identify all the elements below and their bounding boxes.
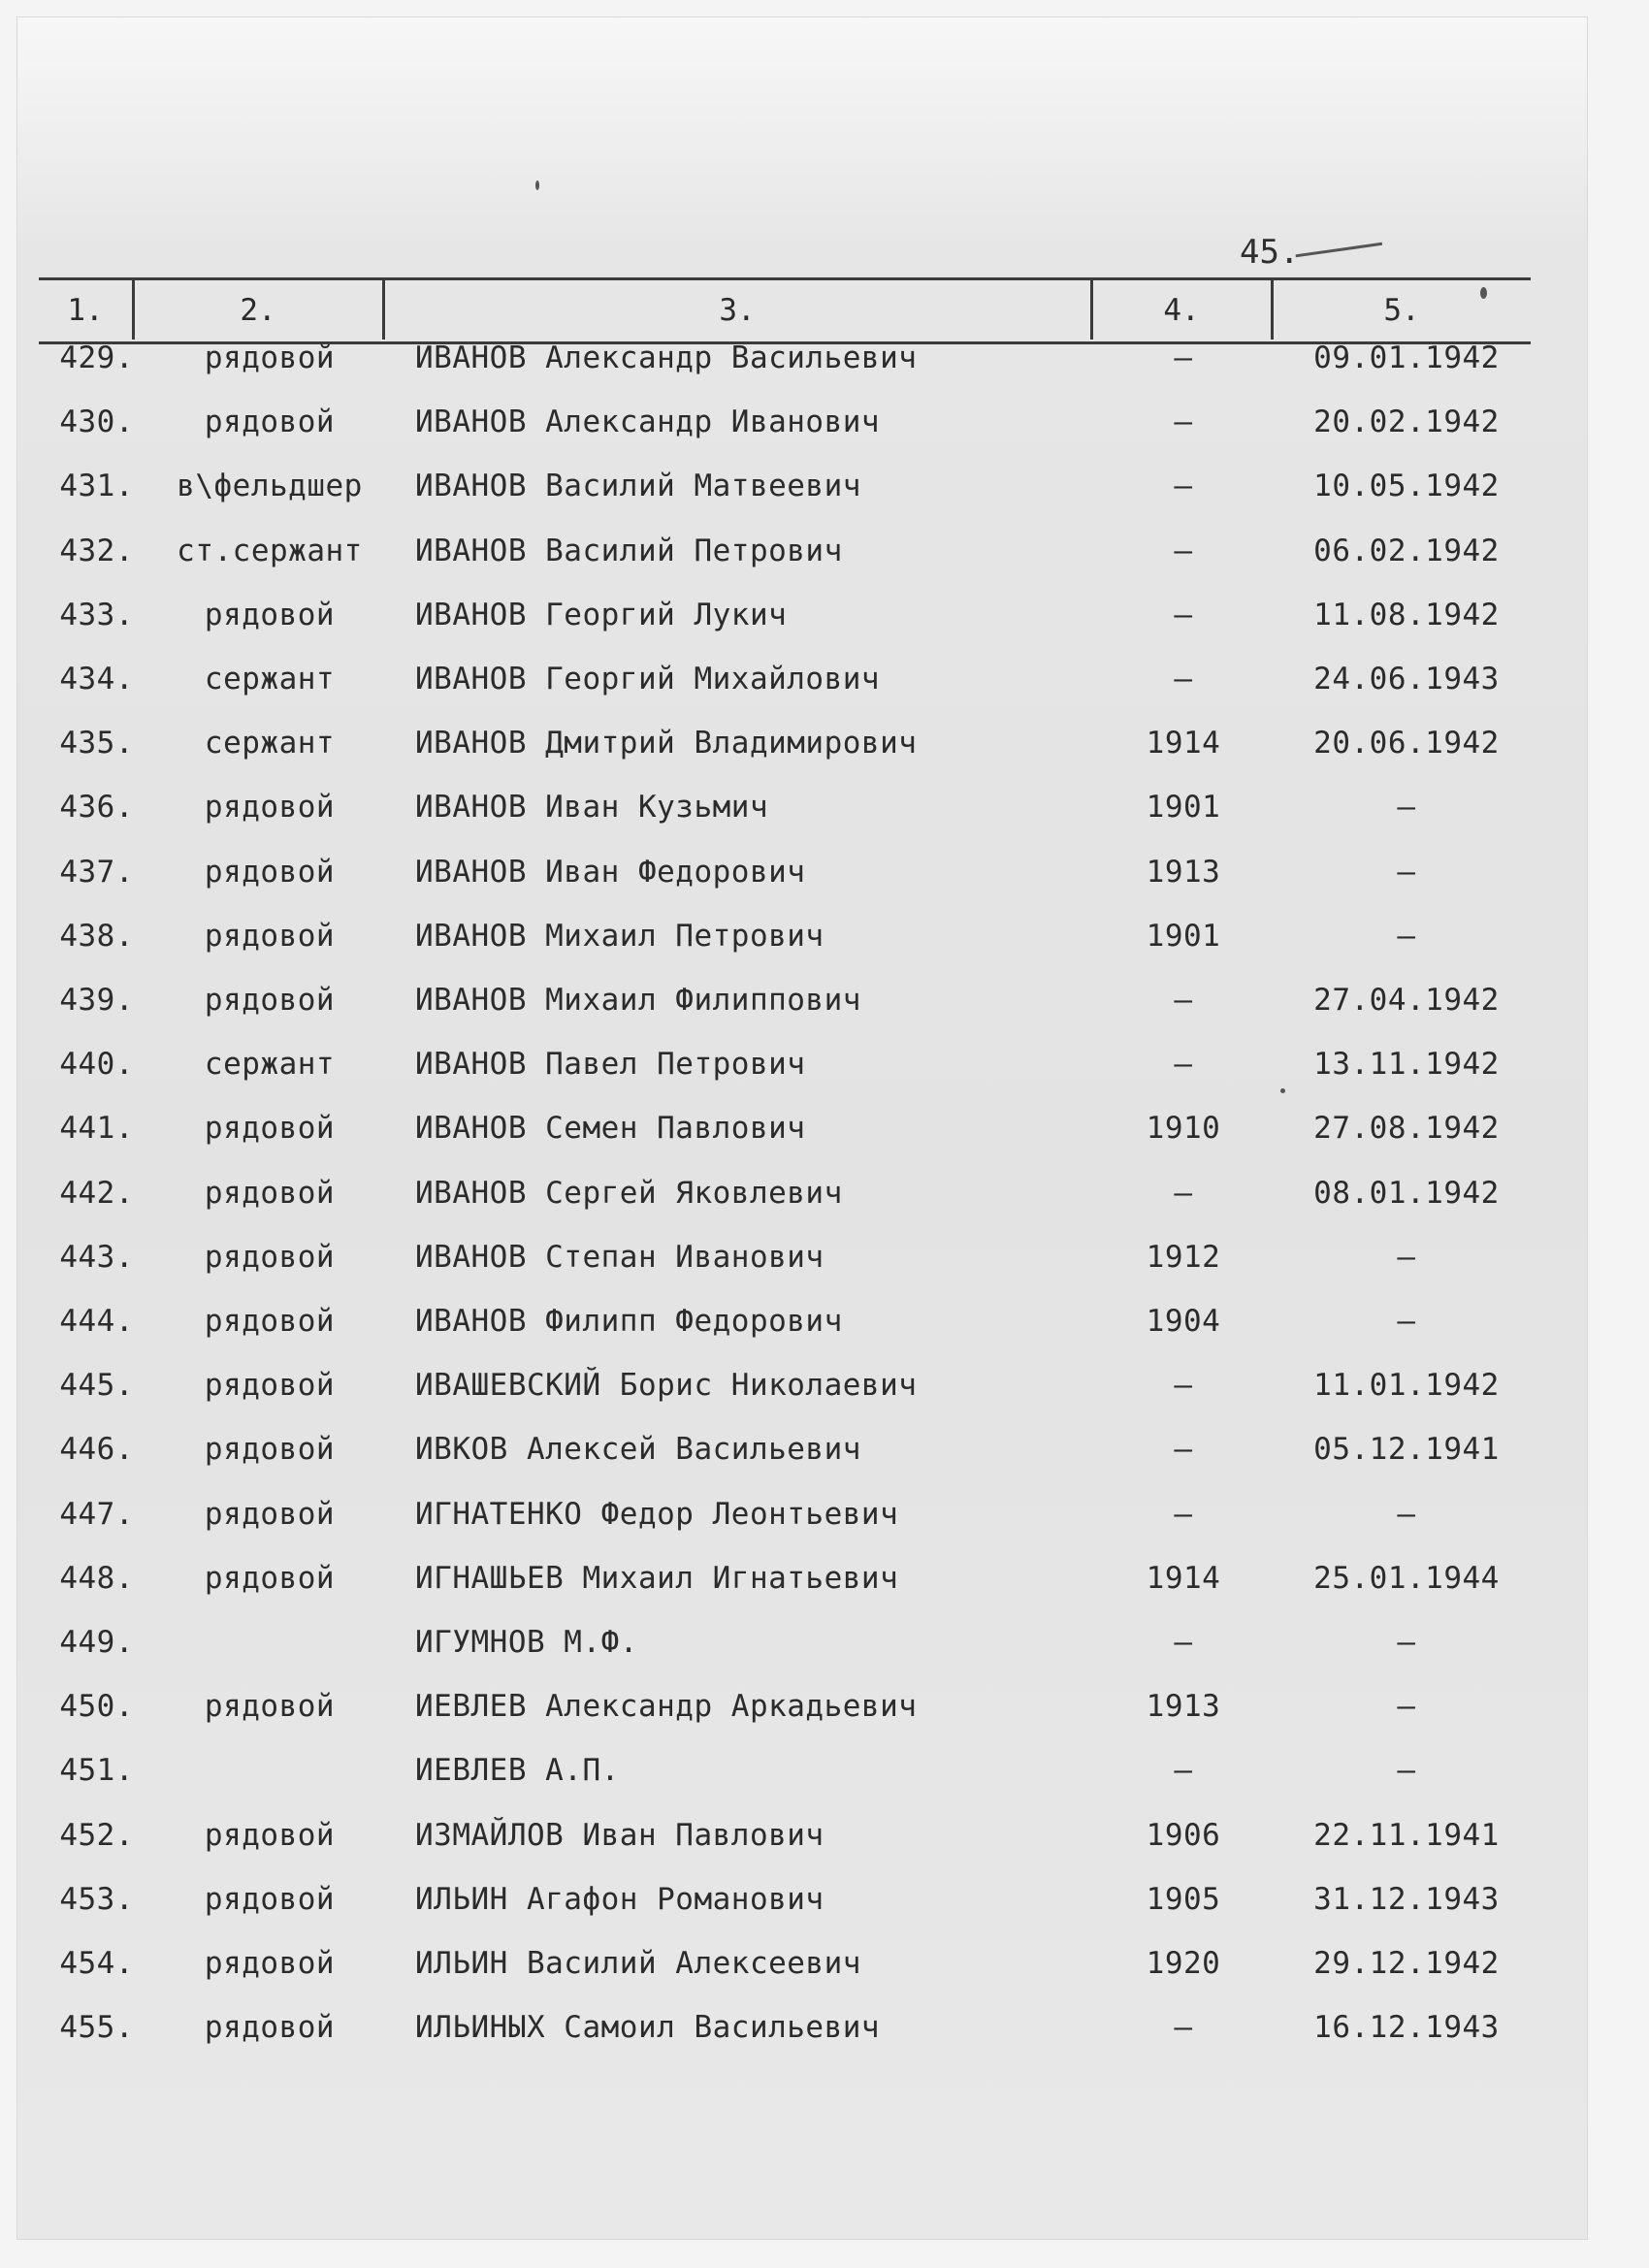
row-name: ИВАНОВ Степан Иванович — [415, 1239, 824, 1275]
table-row — [0, 1482, 1649, 1546]
row-date: 29.12.1942 — [1313, 1946, 1500, 1981]
row-number: 447. — [59, 1496, 134, 1532]
row-number: 437. — [59, 854, 134, 890]
row-date: – — [1397, 1689, 1416, 1725]
row-number: 453. — [59, 1881, 134, 1917]
row-date: 27.08.1942 — [1313, 1111, 1500, 1147]
table-row — [0, 1289, 1649, 1353]
row-number: 435. — [59, 726, 134, 761]
row-name: ИВАНОВ Дмитрий Владимирович — [415, 726, 918, 761]
table-row — [0, 1738, 1649, 1802]
row-number: 440. — [59, 1047, 134, 1083]
row-rank: рядовой — [204, 1946, 336, 1981]
pen-stroke — [1296, 243, 1384, 267]
row-number: 449. — [59, 1625, 134, 1660]
row-number: 446. — [59, 1432, 134, 1468]
row-number: 430. — [59, 405, 134, 440]
row-birth-year: – — [1174, 1753, 1193, 1789]
row-rank: сержант — [204, 662, 336, 697]
table-row — [0, 1674, 1649, 1738]
column-header-1: 1. — [67, 293, 104, 328]
row-rank: рядовой — [204, 918, 336, 954]
row-date: – — [1397, 1496, 1416, 1532]
table-row — [0, 904, 1649, 968]
row-birth-year: – — [1174, 533, 1193, 568]
row-birth-year: – — [1174, 1047, 1193, 1083]
row-date: 31.12.1943 — [1313, 1881, 1500, 1917]
row-date: 25.01.1944 — [1313, 1560, 1500, 1596]
row-date: 09.01.1942 — [1313, 340, 1500, 375]
table-row — [0, 519, 1649, 583]
row-name: ИВАШЕВСКИЙ Борис Николаевич — [415, 1368, 918, 1404]
row-birth-year: 1913 — [1146, 854, 1221, 890]
row-name: ИВАНОВ Александр Васильевич — [415, 340, 918, 375]
row-birth-year: 1901 — [1146, 918, 1221, 954]
row-number: 443. — [59, 1239, 134, 1275]
table-row — [0, 1867, 1649, 1931]
row-date: 27.04.1942 — [1313, 983, 1500, 1018]
row-rank: рядовой — [204, 854, 336, 890]
row-birth-year: 1914 — [1146, 726, 1221, 761]
row-name: ИВАНОВ Александр Иванович — [415, 405, 881, 440]
row-number: 432. — [59, 533, 134, 568]
row-name: ИГНАШЬЕВ Михаил Игнатьевич — [415, 1560, 899, 1596]
row-rank: рядовой — [204, 1304, 336, 1339]
row-rank: рядовой — [204, 1560, 336, 1596]
column-header-4: 4. — [1163, 293, 1200, 328]
table-row — [0, 1032, 1649, 1096]
row-number: 436. — [59, 790, 134, 826]
row-date: – — [1397, 918, 1416, 954]
row-number: 429. — [59, 340, 134, 375]
row-name: ИЛЬИН Василий Алексеевич — [415, 1946, 861, 1981]
row-birth-year: – — [1174, 340, 1193, 375]
row-number: 442. — [59, 1175, 134, 1211]
row-date: 22.11.1941 — [1313, 1817, 1500, 1853]
row-date: 20.06.1942 — [1313, 726, 1500, 761]
row-birth-year: 1904 — [1146, 1304, 1221, 1339]
table-row — [0, 968, 1649, 1032]
row-rank: рядовой — [204, 1817, 336, 1853]
row-number: 431. — [59, 469, 134, 504]
row-number: 454. — [59, 1946, 134, 1981]
row-number: 450. — [59, 1689, 134, 1725]
row-rank: рядовой — [204, 1175, 336, 1211]
row-date: 06.02.1942 — [1313, 533, 1500, 568]
row-number: 445. — [59, 1368, 134, 1404]
row-birth-year: 1913 — [1146, 1689, 1221, 1725]
table-row — [0, 454, 1649, 518]
table-row — [0, 1353, 1649, 1417]
row-number: 448. — [59, 1560, 134, 1596]
row-name: ИЕВЛЕВ А.П. — [415, 1753, 620, 1789]
row-number: 434. — [59, 662, 134, 697]
row-date: 05.12.1941 — [1313, 1432, 1500, 1468]
row-birth-year: 1905 — [1146, 1881, 1221, 1917]
row-number: 451. — [59, 1753, 134, 1789]
row-date: 08.01.1942 — [1313, 1175, 1500, 1211]
row-name: ИВАНОВ Василий Петрович — [415, 533, 843, 568]
row-name: ИГУМНОВ М.Ф. — [415, 1625, 638, 1660]
row-rank: сержант — [204, 726, 336, 761]
row-name: ИВКОВ Алексей Васильевич — [415, 1432, 861, 1468]
row-birth-year: – — [1174, 1175, 1193, 1211]
ink-spot — [1480, 287, 1487, 299]
row-rank: рядовой — [204, 1239, 336, 1275]
ink-spot — [535, 180, 539, 190]
row-date: 11.08.1942 — [1313, 597, 1500, 632]
row-birth-year: – — [1174, 2010, 1193, 2046]
header-rule-top — [39, 277, 1531, 280]
row-number: 452. — [59, 1817, 134, 1853]
row-rank: ст.сержант — [177, 533, 363, 568]
row-date: – — [1397, 1304, 1416, 1339]
row-date: – — [1397, 790, 1416, 826]
table-row — [0, 1417, 1649, 1481]
table-row — [0, 1995, 1649, 2059]
row-birth-year: – — [1174, 1625, 1193, 1660]
table-row — [0, 390, 1649, 454]
row-rank: сержант — [204, 1047, 336, 1083]
row-number: 433. — [59, 597, 134, 632]
row-name: ИЕВЛЕВ Александр Аркадьевич — [415, 1689, 918, 1725]
row-name: ИВАНОВ Филипп Федорович — [415, 1304, 843, 1339]
row-rank: в\фельдшер — [177, 469, 363, 504]
row-birth-year: 1920 — [1146, 1946, 1221, 1981]
row-date: 16.12.1943 — [1313, 2010, 1500, 2046]
table-row — [0, 775, 1649, 839]
row-date: – — [1397, 854, 1416, 890]
table-row — [0, 1225, 1649, 1289]
row-date: 11.01.1942 — [1313, 1368, 1500, 1404]
row-rank: рядовой — [204, 1496, 336, 1532]
row-name: ИВАНОВ Георгий Лукич — [415, 597, 788, 632]
table-row — [0, 583, 1649, 647]
table-row — [0, 840, 1649, 904]
row-name: ИГНАТЕНКО Федор Леонтьевич — [415, 1496, 899, 1532]
row-birth-year: 1912 — [1146, 1239, 1221, 1275]
row-birth-year: 1906 — [1146, 1817, 1221, 1853]
row-date: 13.11.1942 — [1313, 1047, 1500, 1083]
table-row — [0, 711, 1649, 775]
row-rank: рядовой — [204, 2010, 336, 2046]
row-name: ИВАНОВ Иван Кузьмич — [415, 790, 769, 826]
table-row — [0, 326, 1649, 390]
row-number: 438. — [59, 918, 134, 954]
row-date: – — [1397, 1753, 1416, 1789]
row-birth-year: 1910 — [1146, 1111, 1221, 1147]
row-rank: рядовой — [204, 405, 336, 440]
row-birth-year: – — [1174, 983, 1193, 1018]
page-number: 45. — [1240, 233, 1300, 272]
row-rank: рядовой — [204, 1432, 336, 1468]
row-rank: рядовой — [204, 1111, 336, 1147]
table-row — [0, 1546, 1649, 1610]
row-rank: рядовой — [204, 597, 336, 632]
table-row — [0, 1096, 1649, 1160]
row-date: 10.05.1942 — [1313, 469, 1500, 504]
row-birth-year: – — [1174, 1496, 1193, 1532]
row-name: ИЛЬИНЫХ Самоил Васильевич — [415, 2010, 881, 2046]
row-name: ИВАНОВ Иван Федорович — [415, 854, 806, 890]
row-birth-year: 1901 — [1146, 790, 1221, 826]
row-birth-year: – — [1174, 1432, 1193, 1468]
table-row — [0, 1931, 1649, 1995]
table-row — [0, 1803, 1649, 1867]
column-header-3: 3. — [719, 293, 756, 328]
row-name: ИВАНОВ Михаил Петрович — [415, 918, 824, 954]
column-header-5: 5. — [1383, 293, 1420, 328]
row-rank: рядовой — [204, 1881, 336, 1917]
row-birth-year: 1914 — [1146, 1560, 1221, 1596]
row-rank: рядовой — [204, 340, 336, 375]
row-rank: рядовой — [204, 1689, 336, 1725]
row-rank: рядовой — [204, 1368, 336, 1404]
row-name: ИВАНОВ Михаил Филиппович — [415, 983, 861, 1018]
row-rank: рядовой — [204, 790, 336, 826]
row-name: ИВАНОВ Семен Павлович — [415, 1111, 806, 1147]
row-number: 441. — [59, 1111, 134, 1147]
row-birth-year: – — [1174, 405, 1193, 440]
row-date: – — [1397, 1625, 1416, 1660]
row-name: ИВАНОВ Георгий Михайлович — [415, 662, 881, 697]
row-name: ИВАНОВ Василий Матвеевич — [415, 469, 861, 504]
row-name: ИВАНОВ Павел Петрович — [415, 1047, 806, 1083]
row-birth-year: – — [1174, 597, 1193, 632]
row-rank: рядовой — [204, 983, 336, 1018]
table-row — [0, 1610, 1649, 1674]
column-header-2: 2. — [240, 293, 276, 328]
row-name: ИЛЬИН Агафон Романович — [415, 1881, 824, 1917]
row-name: ИВАНОВ Сергей Яковлевич — [415, 1175, 843, 1211]
table-row — [0, 1161, 1649, 1225]
row-date: 24.06.1943 — [1313, 662, 1500, 697]
row-number: 455. — [59, 2010, 134, 2046]
row-number: 439. — [59, 983, 134, 1018]
row-birth-year: – — [1174, 469, 1193, 504]
row-name: ИЗМАЙЛОВ Иван Павлович — [415, 1817, 824, 1853]
table-row — [0, 647, 1649, 711]
row-date: – — [1397, 1239, 1416, 1275]
row-birth-year: – — [1174, 662, 1193, 697]
row-date: 20.02.1942 — [1313, 405, 1500, 440]
row-number: 444. — [59, 1304, 134, 1339]
row-birth-year: – — [1174, 1368, 1193, 1404]
